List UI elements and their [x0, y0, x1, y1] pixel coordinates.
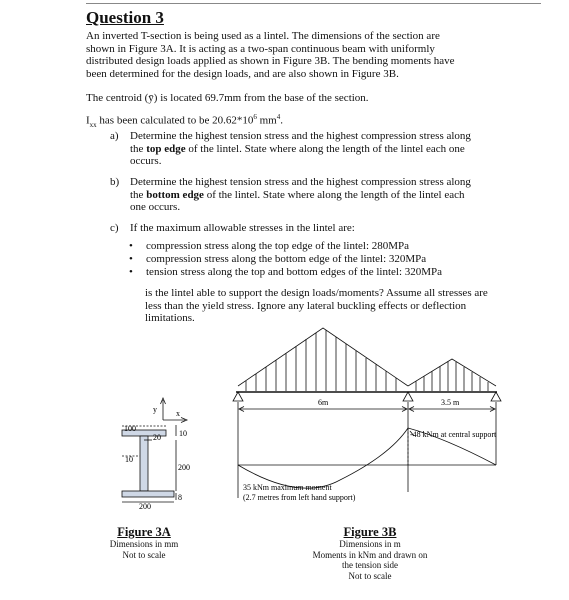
ixx-statement: $I_{xx}$ has been calculated to be $20.62*10^6$ $mm^4$. — [86, 113, 283, 129]
web — [140, 436, 148, 491]
central-support — [403, 392, 413, 401]
intro-line: distributed design loads applied as shown in Figure 3B. The bending moments have — [86, 55, 455, 67]
figure-3a-notes: Dimensions in mm Not to scale — [109, 539, 179, 560]
max-moment-label: 35 kNm maximum moment — [243, 483, 332, 492]
dim-10-left: 10 — [125, 455, 133, 464]
support-moment-label: -48 kNm at central support — [410, 430, 497, 439]
part-b-label: b) — [110, 176, 120, 188]
intro-paragraph — [86, 30, 490, 80]
dim-200-base: 200 — [139, 502, 151, 511]
dim-10-top: 10 — [179, 429, 187, 438]
part-a-label: a) — [110, 130, 119, 142]
figure-3b-notes: Dimensions in m Moments in kNm and drawn on the tension side Not to scale — [312, 539, 428, 581]
intro-line: been determined for the design loads, and are also shown in Figure 3B. — [86, 67, 399, 80]
intro-line: shown in Figure 3A. It is acting as a two-span continuous beam with uniformly — [86, 42, 435, 55]
span2-load-arrows — [416, 361, 488, 391]
part-a-text: Determine the highest tension stress and the highest compression stress along the top edge of the lintel. State where along the length of the lintel each one occurs. — [130, 130, 471, 167]
figure-3a-section — [100, 388, 210, 518]
base-plate — [122, 491, 174, 497]
page-top-rule — [86, 3, 541, 4]
span1-load-diagram — [238, 328, 408, 386]
question-title: Question 3 — [86, 8, 164, 27]
intro-line: An inverted T-section is being used as a lintel. The dimensions of the section are — [86, 30, 440, 42]
figure-3b-title: Figure 3B — [343, 525, 397, 539]
span2-load-diagram — [408, 359, 496, 386]
part-c-closing: is the lintel able to support the design loads/moments? Assume all stresses are less than the yield stress. Ignore any lateral buckling effects or deflection limitations. — [145, 287, 488, 324]
y-label: y — [153, 405, 157, 414]
part-c-label: c) — [110, 222, 119, 234]
max-moment-location: (2.7 metres from left hand support) — [243, 493, 356, 502]
dim-100: 100 — [124, 424, 136, 433]
left-support — [233, 392, 243, 401]
span1-load-arrows — [246, 330, 396, 391]
part-b-text: Determine the highest tension stress and the highest compression stress along the bottom edge of the lintel. State where along the length of the lintel each one occurs. — [130, 176, 471, 213]
span1-length: 6m — [318, 398, 329, 407]
dim-200-web: 200 — [178, 463, 190, 472]
part-c-intro: If the maximum allowable stresses in the lintel are: — [130, 222, 355, 234]
right-support — [491, 392, 501, 401]
centroid-statement: The centroid (ȳ) is located 69.7mm from the base of the section. — [86, 92, 369, 104]
figure-3a-title: Figure 3A — [117, 525, 171, 539]
span2-length: 3.5 m — [441, 398, 460, 407]
dim-8: 8 — [178, 493, 182, 502]
dim-20: 20 — [153, 433, 161, 442]
figure-3b-beam — [228, 325, 528, 525]
x-label: x — [176, 409, 180, 418]
